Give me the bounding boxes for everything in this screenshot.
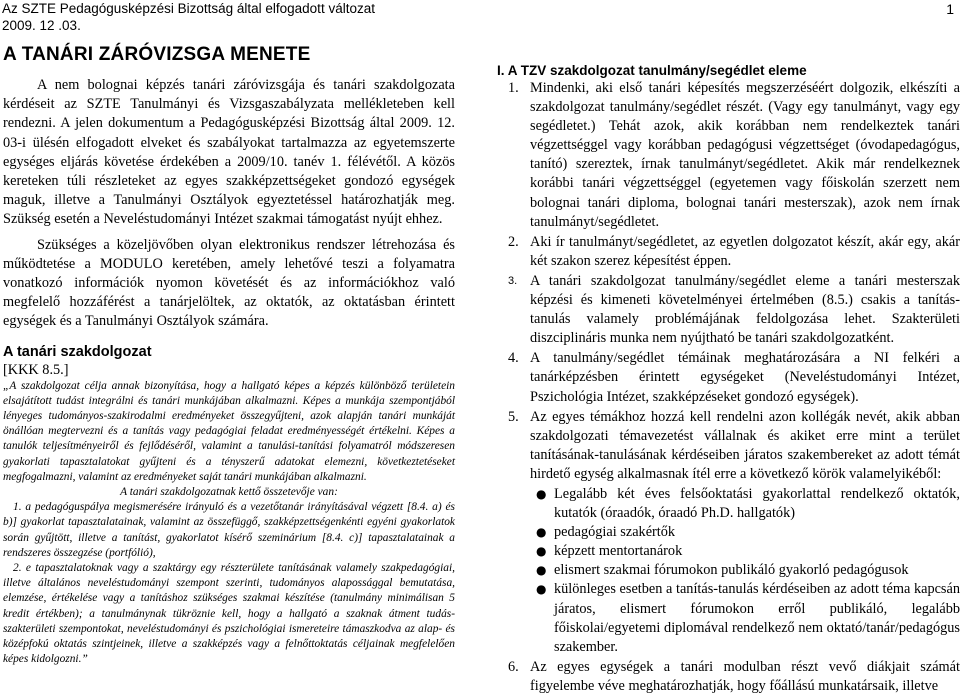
list-item <box>497 658 960 696</box>
list-item <box>497 349 960 406</box>
bullet-icon: ● <box>536 563 547 578</box>
bullet-text: elismert szakmai fórumokon publikáló gyakorló pedagógusok <box>554 562 909 579</box>
list-item-number: 4. <box>508 350 519 367</box>
page-number: 1 <box>946 1 954 17</box>
bullet-text: Legalább két éves felsőoktatási gyakorlattal rendelkező oktatók, kutatók (óraadók, óraadó Ph.D. hallgatók) <box>554 485 960 522</box>
list-item-text: A tanári szakdolgozat tanulmány/segédlet eleme a tanári mesterszak képzési és kimeneti követelményei értelmében (8.5.) csakis a tanítás-tanulás valamely problémájának feldolgozása lehet. Szakterületi diszciplináris munka nem nyújtható be tanári szakdolgozatként. <box>530 272 960 347</box>
list-item-text: A tanulmány/segédlet témáinak meghatározására a NI felkéri a tanárképzésben érintett egységeket (Neveléstudományi Intézet, Pszichológia Intézet, szakképzéseket gondozó egységek). <box>530 350 960 405</box>
bullet-icon: ● <box>536 486 547 501</box>
list-item-number: 2. <box>508 233 519 250</box>
list-item-text: Aki ír tanulmányt/segédletet, az egyetlen dolgozatot készít, akár egy, akár két szakon szerez képesítést éppen. <box>530 233 960 269</box>
bullet-item <box>530 542 960 561</box>
kkk-quote: „A szakdolgozat célja annak bizonyítása, hogy a hallgató képes a képzés különböző területein elsajátított tudást integrálni és tanári munkájában alkalmazni. Képes a munkája szempontjából lényeges tudományos-szakirodalmi eredményeket összegyűjteni, azok alapján tanári munkáját önállóan megtervezni és a tanítás vagy pedagógiai feladat eredményességét értékelni. Képes a tanulók teljesítményeiről és fejlődéséről, valamint a tanulási-tanítási folyamatról módszeresen gyakorlati tapasztalatokat gyűjteni és a tényszerű adatokat elemezni, következtetéseket megfogalmazni, valamint az eredményeket saját tanári munkájában alkalmazni. <box>3 379 455 483</box>
bullet-icon: ● <box>536 544 547 559</box>
kkk-reference: [KKK 8.5.] <box>3 361 69 378</box>
section-title-tzv: I. A TZV szakdolgozat tanulmány/segédlet eleme <box>497 63 807 78</box>
list-item-text: Mindenki, aki első tanári képesítés megszerzéséért dolgozik, elkészíti a szakdolgozat tanulmány/segédlet részét. (Vagy egy tanulmányt, vagy egy segédletet.) Tehát azok, akik korábban nem rendelkeztek tanári végzettséggel vagy korábban pedagógusi végzettséget (óvodapedagógus, tanító) szereztek, írnak tanulmányt/segédletet. Akik már rendelkeznek korábbi tanári végzettséggel (egyetemen vagy főiskolán szerzett nem bolognai tanári diploma, bolognai tanári mesterszak), azok nem írnak tanulmányt/segédletet. <box>530 80 960 230</box>
document-title: A TANÁRI ZÁRÓVIZSGA MENETE <box>3 44 311 65</box>
bullet-item <box>530 561 960 580</box>
list-item <box>497 233 960 271</box>
intro-paragraph: A nem bolognai képzés tanári záróvizsgája és tanári szakdolgozata kérdéseit az SZTE Tanulmányi és Vizsgaszabályzata mellékleteben kell rendezni. A jelen dokumentum a Pedagógusképzési Bizottság által 2009. 12. 03-i ülésén elfogadott elveket és szabályokat tartalmazza az egyetemszerte egységes eljárás követése érdekében a 2009/10. tanév 1. félévétől. A közös kereteken túli részleteket az egyes szakképzettségeket gondozó egységek maguk, illetve a Tanulmányi Osztályok egyeztetéssel határozhatják meg. Szükség esetén a Neveléstudományi Intézet szakmai támogatást nyújt ehhez. <box>3 77 455 228</box>
bullet-list <box>530 485 960 657</box>
bullet-item <box>530 580 960 656</box>
list-item <box>497 272 960 348</box>
list-item-number: 5. <box>508 408 519 425</box>
list-item-number: 6. <box>508 658 519 675</box>
list-item-text: Az egyes egységek a tanári modulban részt vevő diákjait számát figyelembe véve meghatározhatják, hogy főállású munkatársaik, illetve <box>530 658 960 694</box>
section-title-thesis: A tanári szakdolgozat <box>3 343 152 360</box>
right-column <box>497 63 960 696</box>
list-item-text: Az egyes témákhoz hozzá kell rendelni azon kollégák nevét, akik abban szakdolgozati témavezetést vállalnak és akiket erre mint a terület tanításának-tanulásának kérdéseiben járatos szakembereket az adott témát hirdető egység alkalmasnak ítél erre a következő körök valamelyikéből: <box>530 408 960 482</box>
bullet-item <box>530 485 960 523</box>
header-line-2: 2009. 12 .03. <box>2 18 81 33</box>
list-item-number: 3. <box>508 274 518 287</box>
system-paragraph: Szükséges a közeljövőben olyan elektronikus rendszer létrehozása és működtetése a MODULO keretében, amely lehetővé teszi a folyamatra vonatkozó információk nyomon követését és az információkhoz való megfelelő hozzáférést a tanárjelöltek, az oktatók, az oktatásban érintett egységek és a Tanulmányi Osztályok számára. <box>3 236 455 330</box>
left-column <box>3 44 455 668</box>
list-item <box>497 79 960 232</box>
bullet-icon: ● <box>536 582 547 597</box>
list-item-number: 1. <box>508 80 519 96</box>
bullet-item <box>530 523 960 542</box>
quote-item-2: 2. e tapasztalatoknak vagy a szaktárgy egy részterülete tanításának valamely szakpedagógiai, illetve általános neveléstudományi szempont szerinti, tudományos alapossággal bemutatása, elemzése, értékelése vagy a tanításhoz szükséges szakmai készítése (tanulmány minimálisan 5 kredit értékben); a tanulmánynak tükröznie kell, hogy a hallgató a szaknak átment tudás-szakterületi szempontokat, neveléstudományi és pszichológiai ismereteire támaszkodva az alap- és középfokú oktatás szintjeinek, illetve a szakképzés vagy a felnőttoktatás céljainak megfelelően képes kidolgozni.” <box>3 562 455 666</box>
bullet-text: pedagógiai szakértők <box>554 524 676 541</box>
bullet-icon: ● <box>536 525 547 540</box>
bullet-text: képzett mentortanárok <box>554 543 683 560</box>
numbered-list <box>497 79 960 696</box>
bullet-text: különleges esetben a tanítás-tanulás kérdéseiben az adott téma kapcsán járatos, elismert fórumokon erről publikáló, legalább főiskolai/egyetemi diplomával rendelkező nem oktató/tanár/pedagógus szakember. <box>554 581 960 655</box>
quote-item-1: 1. a pedagóguspálya megismerésére irányuló és a vezetőtanár irányításával végzett [8.4. a) és b)] gyakorlat tapasztalatainak, valamint az összefüggő, szakképzettségenkénti egyéni gyakorlatok során gyűjtött, illetve a tanítást, gyakorlatot kísérő szeminárium [8.4. c)] tapasztalatainak a rendszeres összegzése (portfólió), <box>3 501 455 559</box>
list-item <box>497 408 960 657</box>
quote-intro: A tanári szakdolgozatnak kettő összetevője van: <box>120 486 338 499</box>
page-header <box>2 0 502 34</box>
header-line-1: Az SZTE Pedagógusképzési Bizottság által elfogadott változat <box>2 1 375 16</box>
